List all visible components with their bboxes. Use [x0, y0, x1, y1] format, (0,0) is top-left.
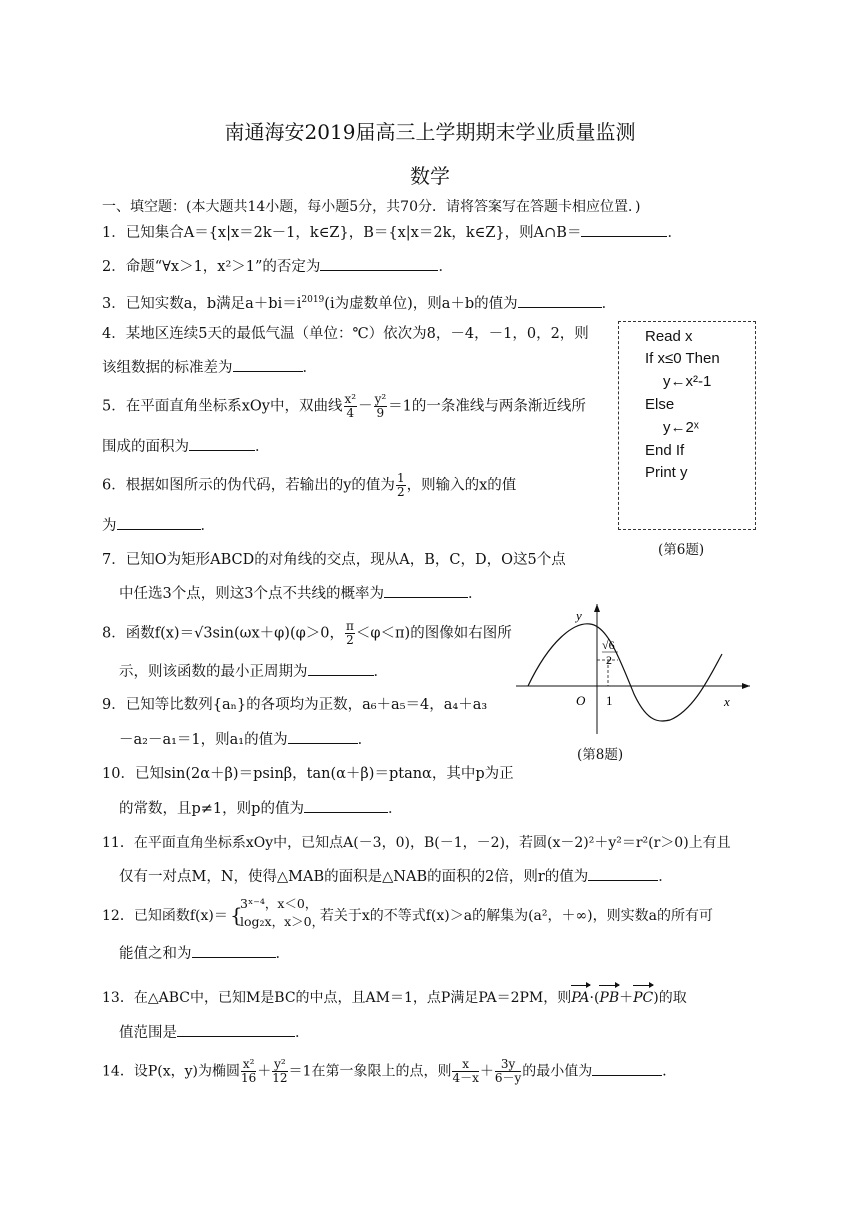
vector-pc: PC — [633, 990, 654, 1006]
answer-blank[interactable] — [288, 729, 358, 744]
answer-blank[interactable] — [592, 1061, 662, 1076]
answer-blank[interactable] — [588, 866, 658, 881]
code-line: y←x²-1 — [663, 373, 712, 390]
exam-title: 南通海安2019届高三上学期期末学业质量监测 — [224, 120, 636, 144]
y-axis-arrow-icon — [594, 604, 600, 612]
sine-graph — [510, 600, 760, 740]
tick-label: 1 — [606, 693, 613, 708]
piecewise-case-2: log₂x，x＞0， — [240, 914, 325, 929]
value-label: √6 — [602, 638, 615, 652]
question-9: 9．已知等比数列{aₙ}的各项均为正数，a₆＋a₅＝4，a₄＋a₃ — [102, 697, 488, 713]
answer-blank[interactable] — [233, 357, 303, 372]
question-13: 13．在△ABC中，已知M是BC的中点，且AM＝1，点P满足PA＝2PM，则PA·(PB＋PC)的取 — [102, 990, 687, 1006]
value-label-denominator: 2 — [606, 653, 612, 667]
answer-blank[interactable] — [189, 436, 255, 451]
question-5: 5．在平面直角坐标系xOy中，双曲线 $\frac{\text{x²}}{4}$ － $\frac{\text{y²}}{9}$ ＝1的一条准线与两条渐近线所 — [102, 392, 586, 420]
vector-pb: PB — [599, 990, 620, 1006]
answer-blank[interactable] — [320, 256, 438, 271]
subject-title: 数学 — [410, 164, 450, 188]
question-6: 6．根据如图所示的伪代码，若输出的y的值为 $\frac{1}{2}$ ，则输入的x的值 — [102, 471, 517, 499]
fraction: $\frac{\text{y²}}{12}$ — [272, 1057, 288, 1085]
code-line: y←2ˣ — [663, 419, 699, 436]
y-axis-label: y — [576, 608, 582, 623]
pseudocode-box — [618, 321, 756, 530]
code-line: Read x — [645, 328, 693, 345]
fraction: $\frac{\text{y²}}{9}$ — [374, 392, 387, 420]
answer-blank[interactable] — [192, 943, 276, 958]
sine-curve — [528, 624, 722, 721]
question-12-cont: 能值之和为 ． — [119, 943, 290, 964]
figure-caption-6: (第6题) — [658, 542, 705, 558]
question-5-cont: 围成的面积为 ． — [102, 436, 270, 457]
section-heading: 一、填空题：(本大题共14小题，每小题5分，共70分．请将答案写在答题卡相应位置．) — [102, 199, 641, 215]
code-line: If x≤0 Then — [645, 350, 720, 367]
question-7-cont: 中任选3个点，则这3个点不共线的概率为 ． — [119, 583, 482, 604]
question-8: 8．函数f(x)＝√3sin(ωx＋φ)(φ＞0， $\frac{\pi}{2}$ ＜φ＜π)的图像如右图所 — [102, 619, 512, 647]
question-4: 4．某地区连续5天的最低气温（单位：℃）依次为8，－4，－1，0，2，则 — [102, 326, 589, 342]
fraction: $\frac{\pi}{2}$ — [345, 619, 354, 647]
fraction: $\frac{3y}{6-y}$ — [494, 1057, 522, 1085]
fraction: $\frac{\text{x²}}{4}$ — [344, 392, 357, 420]
fraction: $\frac{1}{2}$ — [396, 471, 405, 499]
piecewise-case-1: 3ˣ⁻⁴，x＜0， — [240, 896, 318, 911]
question-3: 3．已知实数a，b满足$a+bi=i^{2019}(i$为虚数单位)，则a＋b的值为 ． — [102, 290, 616, 314]
answer-blank[interactable] — [581, 222, 667, 237]
question-9-cont: －a₂－a₁＝1，则a₁的值为 ． — [119, 729, 372, 750]
code-line: Print y — [645, 464, 688, 481]
question-14: 14．设P(x，y)为椭圆 $\frac{\text{x²}}{16}$ ＋ $\frac{\text{y²}}{12}$ ＝1在第一象限上的点，则 $\frac{x}{4-x}$ ＋ $\frac{3y}{6-y}$ 的最小值为 ． — [102, 1057, 677, 1085]
question-10: 10．已知sin(2α＋β)＝psinβ，tan(α＋β)＝ptanα，其中p为正 — [102, 766, 514, 782]
x-axis-label: x — [724, 694, 730, 709]
origin-label: O — [576, 693, 586, 708]
question-6-cont: 为 ． — [102, 515, 215, 536]
answer-blank[interactable] — [308, 661, 374, 676]
question-11-cont: 仅有一对点M，N，使得△MAB的面积是△NAB的面积的2倍，则r的值为 ． — [119, 866, 673, 887]
answer-blank[interactable] — [304, 798, 388, 813]
question-13-cont: 值范围是 ． — [119, 1022, 310, 1043]
x-axis-arrow-icon — [742, 683, 750, 689]
question-8-cont: 示，则该函数的最小正周期为 ． — [119, 661, 388, 682]
figure-caption-8: (第8题) — [577, 747, 624, 763]
code-line: End If — [645, 442, 685, 459]
answer-blank[interactable] — [177, 1022, 295, 1037]
answer-blank[interactable] — [518, 293, 602, 308]
fraction: $\frac{\text{x²}}{16}$ — [240, 1057, 257, 1085]
question-2: 2．命题“∀x＞1，x²＞1”的否定为 ． — [102, 256, 453, 277]
fraction: $\frac{x}{4-x}$ — [452, 1057, 479, 1085]
answer-blank[interactable] — [117, 515, 201, 530]
question-12: 12．已知函数f(x)＝ 若关于x的不等式f(x)＞a的解集为(a²，＋∞)，则实数a的所有可 — [102, 908, 713, 924]
question-11: 11．在平面直角坐标系xOy中，已知点A(－3，0)，B(－1，－2)，若圆(x－2)²＋y²＝r²(r＞0)上有且 — [102, 835, 731, 851]
answer-blank[interactable] — [384, 583, 468, 598]
question-4-cont: 该组数据的标准差为 ． — [102, 357, 317, 378]
question-7: 7．已知O为矩形ABCD的对角线的交点，现从A，B，C，D，O这5个点 — [102, 552, 566, 568]
question-1: 1．已知集合A＝{x|x＝2k－1，k∈Z}，B＝{x|x＝2k，k∈Z}，则A∩B＝ ． — [102, 222, 682, 243]
code-line: Else — [645, 396, 675, 413]
question-10-cont: 的常数，且p≠1，则p的值为 ． — [119, 798, 402, 819]
brace-icon: { — [230, 903, 243, 927]
vector-pa: PA — [571, 990, 590, 1006]
